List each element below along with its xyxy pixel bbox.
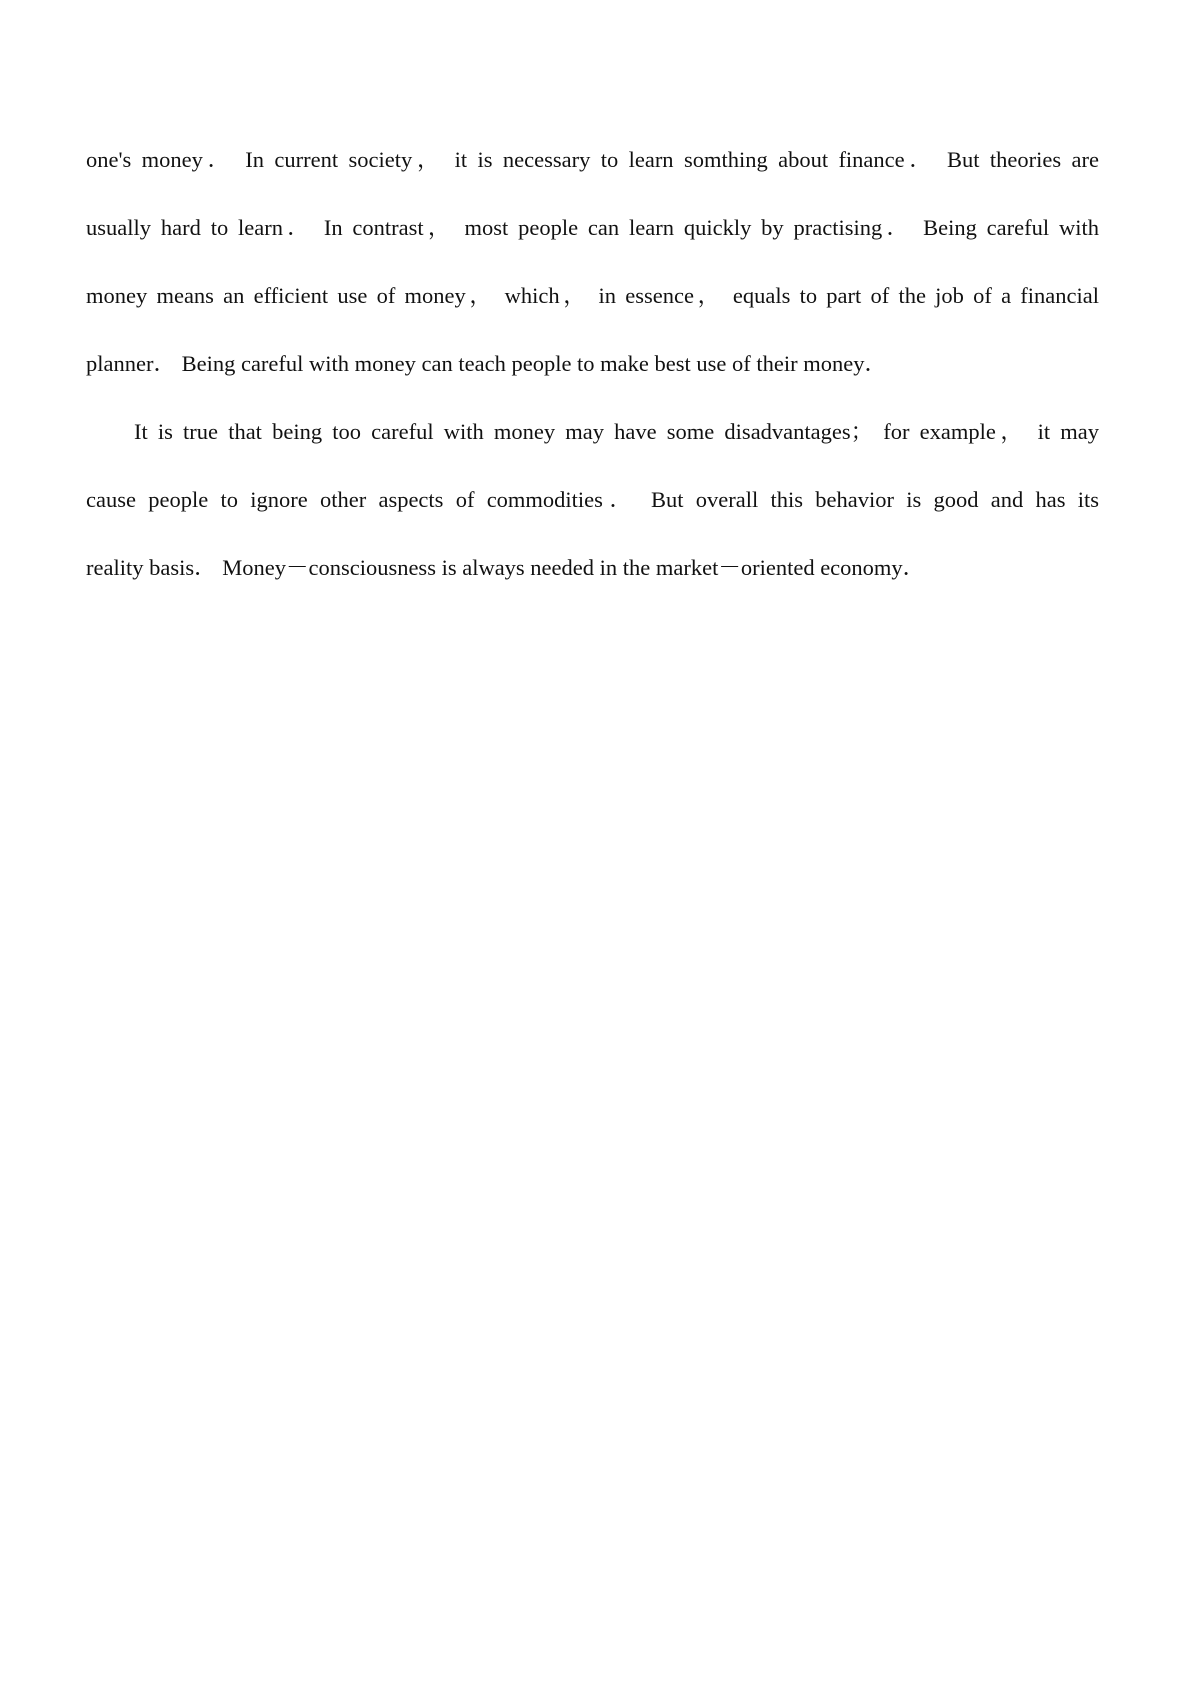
paragraph-2 [86, 398, 1099, 602]
paragraph-1 [86, 126, 1099, 398]
text-line: money means an efficient use of money， which， in essence， equals to part of the job of a financial [86, 283, 1099, 308]
text-line: cause people to ignore other aspects of commodities． But overall this behavior is good and has its [86, 487, 1099, 512]
body-text [86, 126, 1099, 602]
text-line: planner． Being careful with money can teach people to make best use of their money． [86, 351, 887, 376]
text-line: one's money． In current society， it is necessary to learn somthing about finance． But theories are [86, 147, 1099, 172]
text-line: reality basis． Money－consciousness is always needed in the market－oriented economy． [86, 555, 926, 580]
text-line: It is true that being too careful with money may have some disadvantages； for example， it may [134, 419, 1099, 444]
text-line: usually hard to learn． In contrast， most people can learn quickly by practising． Being careful with [86, 215, 1099, 240]
